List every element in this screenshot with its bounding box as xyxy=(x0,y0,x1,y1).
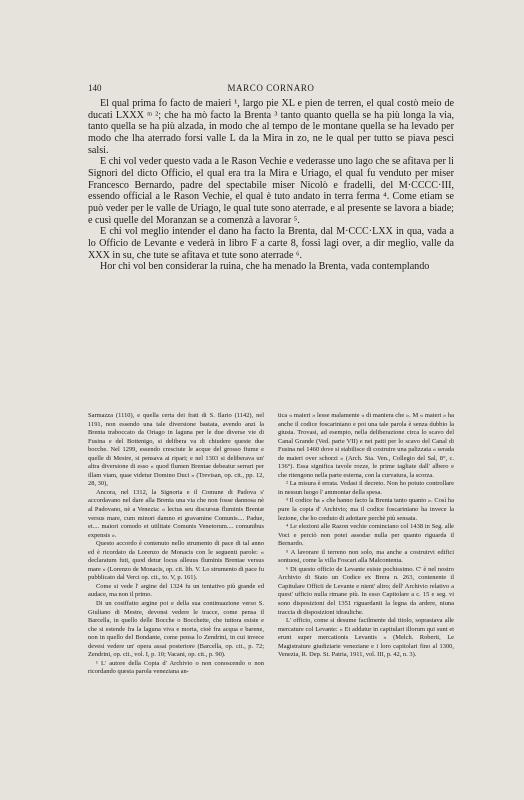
footnote-paragraph: ⁴ Le elezioni alle Razon vechie cominciano col 1438 in Seg. alle Voci e perciò non potei assodar nulla per quanto riguarda il Bernardo. xyxy=(278,523,454,548)
footnote-paragraph: ¹ L' autore della Copia d' Archivio o non conoscendo o non ricordando questa parola veneziana an- xyxy=(88,659,264,676)
main-paragraph: El qual prima fo facto de maieri ¹, largo pie XL e pien de terren, el qual costò meio de ducati LXXX ᵐ ²; che ha mò facto la Brenta ³ tanto quanto quella se ha più longa la via, tanto quella se ha più alzada, in modo che al tempo de le montane quella se ha levado per modo che lha aterrado forsi valle L da la Mira in zo, ne le qual per tutto se piava pesci salsi. xyxy=(88,98,454,156)
main-paragraph: Hor chi vol ben considerar la ruina, che ha menado la Brenta, vada contemplando xyxy=(100,261,430,273)
footnote-paragraph: Questo accordo è contenuto nello strumento di pace di tal anno ed è ricordato da Lorenzo de Monacis con le seguenti parole: « declaratum fuit, quod detur locus alleuus fluminis Brentae versus mare » (Lorenzo de Monacis, op. cit. lib. V. Lo strumento di pace fu pubblicato dal Verci op. cit., to. V, p. 161). xyxy=(88,540,264,582)
footnote-paragraph: tica « maieri » lesse malamente « di maniera che ». M « maieri » ha anche il codice foscariniano e poi una tale parola è senza dubbio la giusta. Trovasi, ad esempio, nella deliberazione circa lo scavo del Canal Grande (Ved. parte VII) e nei patti per lo scavo del Canal di Fusina nel 1460 dove si stabilisce di costruire una palizzata « serada de maieri over schorzi » (Arch. Sta. Ven., Collegio del Sal, 8°, c. 136°). Essa significa tavole rozze, le prime tagliate dall' albero e che ritengono nella parte esterna, con la curvatura, la scorza. xyxy=(278,412,454,479)
page-number: 140 xyxy=(88,83,102,93)
footnote-paragraph: ³ Il codice ha « che hanno facto la Brenta tanto quanto ». Così ha pure la copia d' Archivio; ma il codice foscariniano ha invece la lezione, che ho creduto di adottare perchè più sensata. xyxy=(278,497,454,522)
footnotes-area xyxy=(88,412,454,752)
footnote-paragraph: Di un cosiffatto argine poi e della sua continuazione verso S. Giuliano di Mestre, devonsi vedere le tracce, come pensa il Barcella, in quello delle Bocche o Bocchette, che tuttora esiste e che si estende fra la laguna viva e morta, cioè fra acqua e barene, non in quello del Bondante, come pensa lo Zendrini, in cui invece devesi vedere un' opera assai posteriore (Barcella, op. cit., p. 72; Zendrini, op. cit., vol. I, p. 10; Vacani, op. cit., p. 90). xyxy=(88,600,264,659)
footnote-paragraph: ⁶ Di questo officio de Levante esiste pochissimo. C' è nel nostro Archivio di Stato un Codice ex Brera n. 263, contenente il Capitulare Officii de Levante e nient' altro; dell' Archivio relativo a quest' ufficio nulla rimane più. In esso Capitolare a c. 15 e seg. vi sono disposizioni del 1351 riguardanti la legna da ardere, niuna traccia di disposizioni idrauliche. xyxy=(278,565,454,616)
footnotes-right-column xyxy=(278,412,454,660)
running-head: MARCO CORNARO xyxy=(227,83,315,93)
footnote-paragraph: ⁵ A lavorare il terreno non solo, ma anche a costruirvi edifici sontuosi, come la villa Foscari alla Malcontenta. xyxy=(278,548,454,565)
footnote-paragraph: Ancora, nel 1312, la Signoria e il Comune di Padova s' accordavano nel dare alla Brenta una via che non fosse dannosa nè al Padovano, nè a Venezia: « lectus seu discursus fluminis Brentæ versus mare, cum minori damno et gravamine Comunis.... Padue, et.... maiori comodo et utilitate Comunis Venetorum.... comunibus expensis ». xyxy=(88,488,264,539)
page-header xyxy=(88,83,454,95)
footnote-paragraph: Sarmazza (1110), e quella certa dei frati di S. Ilario (1142), nel 1191, non essendo una tale diversione bastata, avendo anzi la Brenta traboccato da Oriago in laguna per le due diverse vie di Fusina e del Bottenigo, si delibera va di chiudere queste due bocche. Nel 1299, essendo cresciute le acque del grosso fiume e quelle di Mestre, si pensava ai ripari; e nel 1303 si deliberava un' altra diversione di esso « quod flumen Brentae debeatur serrari per illam viam, quae videtur Domino Duci » (Trevisan, op. cit., pp. 12, 28, 30), xyxy=(88,412,264,488)
footnote-paragraph: ² La misura è errata. Vedasi il decreto. Non ho potuto controllare in nessun luogo l' ammontar della spesa. xyxy=(278,480,454,496)
main-text xyxy=(88,98,454,273)
footnotes-left-column xyxy=(88,412,264,677)
main-paragraph: E chi vol meglio intender el dano ha facto la Brenta, dal M·CCC·LXX in qua, vada a lo Officio de Levante e vederà in libro F a carte 8, fossi lagi over, a dir meglio, valle da XXX in su, che tute se afitava et tute sono aterrade ⁶. xyxy=(88,226,454,261)
main-paragraph: E chi vol veder questo vada a le Rason Vechie e vederasse uno lago che se afitava per li Signori del dicto Officio, el qual era tra la Mira e Uriago, el qual fu venduto per miser Francesco Bernardo, padre del spectabile miser Nicolò e fradelli, del M·CCCC·III, essendo official a le Rason Vechie, el qual è tuto andato in terra ferma ⁴. Come etiam se può veder per le valle de Uriago, le qual tute sono aterrade, e al presente se lavora a biade; e cusì quelle del Moranzan se a comenzà a lavorar ⁵. xyxy=(88,156,454,226)
footnote-paragraph: L' officio, come si desume facilmente dal titolo, soprastava alle mercature col Levante: « Et addatur in capitulari illorum qui sunt et erunt super mercationis Levantis » (Melch. Roberti, Le Magistrature giudiziarie veneziane e i loro capitolari fino al 1300, Venezia, R. Dep. St. Patria, 1911, vol. III, p. 42, n. 3). xyxy=(278,617,454,659)
footnote-paragraph: Come si vede l' argine del 1324 fu un tentativo più grande ed audace, ma non il primo. xyxy=(88,582,264,599)
